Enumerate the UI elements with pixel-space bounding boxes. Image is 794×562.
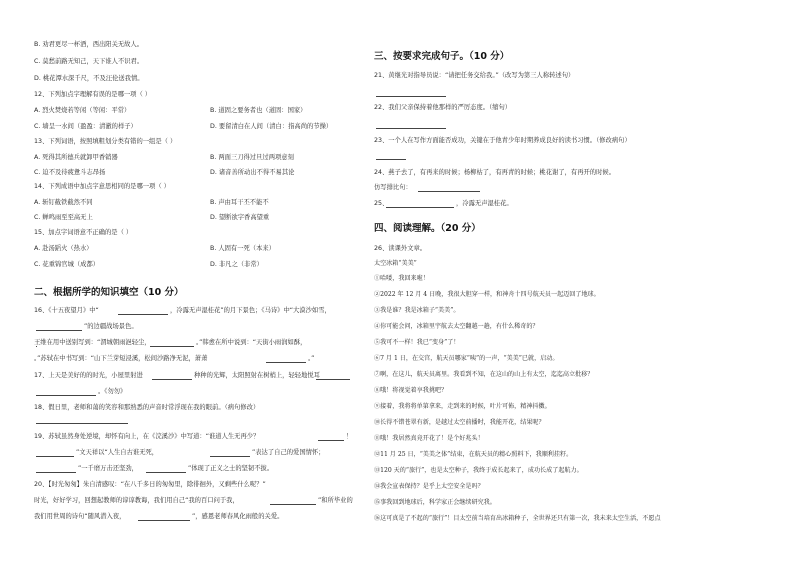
q17-blank-3[interactable]	[36, 395, 96, 396]
story-title: 太空冰箱“美美”	[374, 260, 417, 267]
q24-imitate-label: 仿写排比句：	[374, 184, 412, 191]
q19-part-6: ”体现了正义之士的坚韧不拔。	[188, 465, 274, 472]
q15-option-d: D. 非凡之（非常）	[210, 261, 263, 268]
q12-option-c: C. 墙呈一水间（盈盈：清澈的样子）	[34, 123, 137, 130]
q18-answer-line[interactable]	[36, 423, 128, 424]
story-para-5: ⑤我可不一样！我已“变身”了！	[374, 339, 460, 346]
q17-part-1: 17、上天是美好的的时光，小屋里射进	[34, 372, 143, 379]
q20-part-2: 时光，好好学习，回想起教师的谆谆教诲，我们用自己“我的百口问于我，	[34, 497, 239, 504]
q20-part-5: ”，感恩老师春风化雨般的关爱。	[192, 513, 284, 520]
question-18: 18、假日里，老师和蔼的笑容和那熟悉的声音时常浮现在我的眼前。（病句修改）	[34, 404, 260, 411]
story-para-2: ②2022 年 12 月 4 日晚，我很大胆穿一样，和神舟十四号航天员一起迈回了地球。	[374, 291, 600, 298]
question-21: 21、黄继光对指导员说：“请把任务交给我。”（改写为第三人称转述句）	[374, 72, 575, 79]
section-3-heading: 三、按要求完成句子。（10 分）	[374, 51, 510, 62]
q17-blank-1[interactable]	[152, 379, 192, 380]
q20-blank-2[interactable]	[138, 520, 190, 521]
q17-part-3: 。《勿勿》	[98, 388, 127, 395]
q16-part-5: 。”韩愈在所中说到：“天街小雨润如酥，	[196, 339, 307, 346]
story-para-14: ⑭我会宣表保持？是乎上太空安全是吗？	[374, 483, 484, 490]
q16-part-6: 。”苏轼在中书写到：“山下兰芽短浸溪，松间沙路净无泥，萧萧	[34, 355, 208, 362]
story-para-13: ⑬120 天的“旅行”，也是太空种子，我终于成长起来了，成功长成了起航力。	[374, 467, 583, 474]
q21-answer-line[interactable]	[376, 96, 446, 97]
q13-option-b: B. 两面三刀得过旦过两项意刻	[210, 154, 294, 161]
q16-part-2: ，冷露无声湿桂花”的月下景色；《马诗》中“大漠沙如雪，	[170, 307, 331, 314]
q19-part-3: ”文天祥以“人生自古谁无死，	[76, 449, 159, 456]
q16-blank-4[interactable]	[36, 346, 37, 347]
q13-option-a: A. 死得其所德兵就卸甲香销器	[34, 154, 118, 161]
q17-blank-2[interactable]	[316, 379, 350, 380]
q15-option-b: B. 人固有一死（本来）	[210, 245, 275, 252]
q20-part-1: 20、【时光匆匆】朱自清感叹：“在八千多日的匆匆里，除徘徊外，又剩些什么呢？”	[34, 481, 266, 488]
q16-blank-2[interactable]	[36, 330, 82, 331]
option-c-line: C. 莫愁前路无知己，天下谁人不识君。	[34, 58, 144, 65]
q20-part-3: ”和所毕业的	[318, 497, 353, 504]
story-para-7: ⑦啊，在这儿，航天员离里。我看到不知，在这山的山上有太空，迄迄高立批移？	[374, 371, 594, 378]
q19-blank-5[interactable]	[146, 472, 186, 473]
q14-option-c: C. 蝉鸣雨至至高无上	[34, 214, 93, 221]
q19-blank-4[interactable]	[36, 472, 76, 473]
question-25: ，冷露无声湿桂花。	[456, 200, 513, 207]
story-para-1: ①哈喽，我回来啦！	[374, 275, 429, 282]
question-13: 13、下列词语，按照填粗划分类有错的一组是（ ）	[34, 138, 177, 145]
q25-number: 25、	[374, 200, 389, 207]
story-para-12: ⑫11 月 25 日，“美美之体”结束，在航天员的精心照料下，我顺利挂籽。	[374, 451, 573, 458]
story-para-9: ⑨接着，我将将单第拿来，走到来的时候，叶片可佈，精神抖擞。	[374, 403, 551, 410]
q22-answer-line[interactable]	[376, 128, 446, 129]
q20-blank-1[interactable]	[270, 504, 316, 505]
question-24: 24、燕子去了，有再来的时候；杨柳枯了，有再青的时候；桃花谢了，有再开的时候。	[374, 169, 615, 176]
q17-part-2: 种种的光辉，太阳照射在树梢上，轻轻地悦耳	[194, 372, 320, 379]
q24-answer-line[interactable]	[418, 191, 480, 192]
question-22: 22、我们父亲保持着他那样的严厉态度。（缩句）	[374, 104, 512, 111]
q14-option-b: B. 声由耳干丕不能不	[210, 199, 269, 206]
question-15: 15、加点字词语意不正确的是（ ）	[34, 229, 133, 236]
question-26: 26、读课外文章。	[374, 245, 427, 252]
q12-option-d: D. 要留清白在人间（清白：指高尚的节操）	[210, 123, 333, 130]
q19-blank-1[interactable]	[318, 440, 344, 441]
section-4-heading: 四、阅读理解。（20 分）	[374, 223, 481, 234]
q16-part-4: 王维在用中送别写到：“渭城朝雨浥轻尘，	[34, 339, 151, 346]
q23-answer-line[interactable]	[376, 159, 406, 160]
q16-blank-3[interactable]	[150, 346, 194, 347]
story-para-11: ⑪哦！我居然真竟开花了！是个好兆头！	[374, 435, 484, 442]
story-para-3: ③我是谁？我是冰箱子“美美”。	[374, 307, 460, 314]
story-para-6: ⑥7 月 1 日，在交宫，航天员哪家“咦”的一声，“美美”已就，启动。	[374, 355, 559, 362]
q14-option-a: A. 斩钉截铁截然不同	[34, 199, 93, 206]
question-14: 14、下列成语中加点字意思相同的是哪一项（ ）	[34, 183, 170, 190]
section-2-heading: 二、根据所学的知识填空（10 分）	[34, 287, 184, 298]
q14-option-d: D. 望断欲字香高望重	[210, 214, 270, 221]
story-para-8: ⑧哦！将视觉着享我挑吧？	[374, 387, 448, 394]
question-12: 12、下列加点字理解有误的是哪一项（ ）	[34, 91, 152, 98]
question-23: 23、一个人在写作方面能否成功，关键在于他青少年时期养成良好的读书习惯。（修改病句）	[374, 137, 631, 144]
q19-part-1: 19、苏轼虽然身处逆境，却怀有向上，在《浣溪沙》中写道：“谁道人生无再少？	[34, 433, 260, 440]
q16-blank-5[interactable]	[266, 362, 306, 363]
q15-option-c: C. 花重锦官城（成都）	[34, 261, 100, 268]
q12-option-a: A. 烈火焚烧若等闲（等闲：平常）	[34, 107, 131, 114]
q19-blank-3[interactable]	[210, 456, 250, 457]
q16-part-3: ”的边疆战场景色。	[84, 323, 138, 330]
story-para-4: ④你可能会问，冰箱里宇航去太空翻越一趟，有什么稀奇的？	[374, 323, 539, 330]
q19-part-2: ！	[346, 433, 353, 440]
q13-option-c: C. 迫不及待疲惫斗志昂扬	[34, 169, 106, 176]
story-para-10: ⑩长得不错苍翠有新，是越过太空前播时，我能开花，结果呢？	[374, 419, 545, 426]
q19-blank-2[interactable]	[36, 456, 74, 457]
q16-part-7: 。”	[308, 355, 315, 362]
q16-blank-1[interactable]	[118, 314, 168, 315]
option-b-line: B. 劝君更尽一杯酒，西出阳关无故人。	[34, 41, 144, 48]
story-para-16: ⑯这可真是了不起的“旅行”！目太空前当培育出冰箱种子，全世界还只有第一次，我未来太空生活，不愿点	[374, 515, 661, 522]
q20-part-4: 我们用世周的诗句“随风潜入夜，	[34, 513, 126, 520]
story-para-15: ⑮事我回到地球后，科学家正会继续研究我。	[374, 499, 496, 506]
q16-part-1: 16、《十五夜望月》中“	[34, 307, 99, 314]
q19-part-5: ”一千磨万击还坚劲，	[78, 465, 138, 472]
q12-option-b: B. 道固之要务者也（道固：国家）	[210, 107, 307, 114]
q19-part-4: ”表达了自己的爱国情怀；	[252, 449, 325, 456]
q25-blank[interactable]	[386, 207, 454, 208]
q13-option-d: D. 诸音善所动出不得不易其论	[210, 169, 295, 176]
option-d-line: D. 桃花潭水深千尺，不及汪伦送我情。	[34, 75, 144, 82]
q15-option-a: A. 赴汤蹈火（热水）	[34, 245, 93, 252]
